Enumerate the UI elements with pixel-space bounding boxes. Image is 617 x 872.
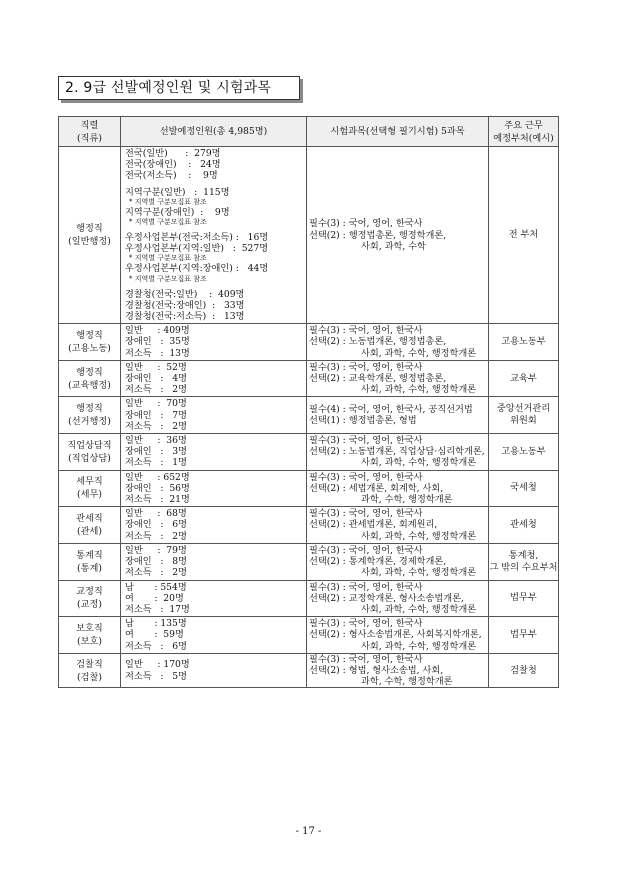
quota-line: 장애인 : 8명 <box>125 556 187 568</box>
position-subtype: (교정) <box>77 599 102 611</box>
position-cell <box>59 470 121 507</box>
position-cell <box>59 617 121 654</box>
quota-cell <box>121 653 307 688</box>
quota-cell <box>121 147 307 324</box>
subject-line: 필수(3) : 국어, 영어, 한국사 <box>309 581 423 593</box>
table-row <box>59 470 559 507</box>
quota-line: 저소득 : 2명 <box>125 567 187 579</box>
position-cell <box>59 397 121 434</box>
subject-line: 선택(2) : 행정법총론, 행정학개론, <box>309 229 447 241</box>
table-row <box>59 324 559 361</box>
quota-line: 일반 : 70명 <box>125 398 187 410</box>
quota-line: 장애인 : 3명 <box>125 446 187 458</box>
subject-line: 사회, 과학, 수학, 행정학개론 <box>361 457 477 469</box>
subjects-cell <box>307 653 489 688</box>
subject-line: 사회, 과학, 수학, 행정학개론 <box>361 384 477 396</box>
subject-line: 사회, 과학, 수학, 행정학개론 <box>361 603 477 615</box>
quota-line: 일반 : 79명 <box>125 544 187 556</box>
subject-line: 과학, 수학, 행정학개론 <box>361 494 453 506</box>
table-row <box>59 397 559 434</box>
subjects-cell <box>307 580 489 617</box>
quota-line: 저소득 : 6명 <box>125 640 187 652</box>
department-cell <box>489 147 559 324</box>
quota-line: 우정사업본부(지역:일반) : 527명 <box>125 243 269 255</box>
page-number: - 17 - <box>295 826 322 837</box>
subject-line: 선택(2) : 관세법개론, 회계원리, <box>309 519 438 531</box>
quota-line: 지역구분(일반) : 115명 <box>125 186 230 198</box>
subject-line: 선택(2) : 교정학개론, 형사소송법개론, <box>309 592 464 604</box>
subject-line: 필수(3) : 국어, 영어, 한국사 <box>309 653 423 665</box>
position-cell <box>59 653 121 688</box>
quota-cell <box>121 324 307 361</box>
table-row <box>59 543 559 580</box>
subject-line: 필수(3) : 국어, 영어, 한국사 <box>309 325 423 337</box>
quota-line: 장애인 : 35명 <box>125 336 190 348</box>
position-cell <box>59 580 121 617</box>
position-cell <box>59 507 121 544</box>
quota-cell <box>121 507 307 544</box>
position-cell <box>59 543 121 580</box>
department-cell <box>489 360 559 397</box>
table-row <box>59 434 559 471</box>
table-row <box>59 617 559 654</box>
header-department: 주요 근무 예정부처(예시) <box>489 117 559 147</box>
subject-line: 필수(3) : 국어, 영어, 한국사 <box>309 435 423 447</box>
position-name: 통계직 <box>76 549 103 561</box>
section-title: 2. 9급 선발예정인원 및 시험과목 <box>65 80 272 96</box>
subject-line: 필수(3) : 국어, 영어, 한국사 <box>309 471 423 483</box>
subject-line: 필수(3) : 국어, 영어, 한국사 <box>309 218 423 230</box>
subject-line: 사회, 과학, 수학, 행정학개론 <box>361 347 477 359</box>
header-quota: 선발예정인원(총 4,985명) <box>121 117 307 147</box>
quota-note: * 지역별 구분모집표 참조 <box>129 274 207 283</box>
quota-line: 저소득 : 5명 <box>125 670 187 682</box>
quota-line: 우정사업본부(전국:저소득) : 16명 <box>125 232 269 244</box>
position-subtype: (통계) <box>77 562 102 574</box>
header-position: 직렬 (직류) <box>59 117 121 147</box>
department-name: 통계청, <box>508 549 539 561</box>
position-name: 행정직 <box>76 330 103 342</box>
quota-line: 전국(일반) : 279명 <box>125 148 221 159</box>
quota-line: 장애인 : 6명 <box>125 519 187 531</box>
quota-line: 남 : 554명 <box>125 581 187 593</box>
department-name: 고용노동부 <box>501 445 546 457</box>
subject-line: 선택(1) : 행정법총론, 형법 <box>309 415 417 427</box>
position-subtype: (검찰) <box>77 671 102 683</box>
table-row <box>59 507 559 544</box>
department-cell <box>489 543 559 580</box>
quota-line: 저소득 : 2명 <box>125 420 187 432</box>
position-name: 검찰직 <box>76 658 103 670</box>
position-subtype: (세무) <box>77 489 102 501</box>
position-subtype: (교육행정) <box>68 379 111 391</box>
subjects-cell <box>307 324 489 361</box>
subject-line: 필수(3) : 국어, 영어, 한국사 <box>309 618 423 630</box>
subject-line: 선택(2) : 교육학개론, 행정법총론, <box>309 373 447 385</box>
department-name: 위원회 <box>510 415 537 427</box>
subject-line: 선택(2) : 통계학개론, 경제학개론, <box>309 556 447 568</box>
department-name: 전 부처 <box>508 229 539 241</box>
department-cell <box>489 397 559 434</box>
department-name: 관세청 <box>510 519 537 531</box>
quota-line: 저소득 : 17명 <box>125 603 190 615</box>
quota-cell <box>121 580 307 617</box>
position-name: 관세직 <box>76 513 103 525</box>
position-cell <box>59 324 121 361</box>
subject-line: 선택(2) : 노동법개론, 행정법총론, <box>309 336 447 348</box>
table-row <box>59 580 559 617</box>
position-name: 행정직 <box>76 223 103 235</box>
subject-line: 필수(3) : 국어, 영어, 한국사 <box>309 544 423 556</box>
quota-line: 우정사업본부(지역:장애인) : 44명 <box>125 263 269 275</box>
subject-line: 필수(3) : 국어, 영어, 한국사 <box>309 361 423 373</box>
department-name: 법무부 <box>510 592 537 604</box>
position-name: 교정직 <box>76 586 103 598</box>
subjects-cell <box>307 360 489 397</box>
quota-line: 남 : 135명 <box>125 618 187 630</box>
department-name: 법무부 <box>510 628 537 640</box>
position-subtype: (관세) <box>77 526 102 538</box>
department-cell <box>489 507 559 544</box>
department-cell <box>489 653 559 688</box>
subject-line: 사회, 과학, 수학, 행정학개론 <box>361 640 477 652</box>
position-subtype: (직업상담) <box>68 452 111 464</box>
subjects-cell <box>307 434 489 471</box>
subject-line: 선택(2) : 형법, 형사소송법, 사회, <box>309 664 444 676</box>
quota-cell <box>121 434 307 471</box>
position-name: 행정직 <box>76 403 103 415</box>
subjects-cell <box>307 543 489 580</box>
quota-cell <box>121 360 307 397</box>
subjects-cell <box>307 397 489 434</box>
quota-line: 여 : 20명 <box>125 592 184 604</box>
header-subjects: 시험과목(선택형 필기시험) 5과목 <box>307 117 489 147</box>
quota-line: 장애인 : 56명 <box>125 482 190 494</box>
section-title-box <box>58 76 300 100</box>
position-name: 보호직 <box>76 622 103 634</box>
subject-line: 과학, 수학, 행정학개론 <box>361 676 453 688</box>
position-subtype: (일반행정) <box>68 236 111 248</box>
recruitment-table <box>58 116 559 688</box>
position-subtype: (고용노동) <box>68 343 111 355</box>
position-name: 행정직 <box>76 366 103 378</box>
department-name: 고용노동부 <box>501 336 546 348</box>
position-cell <box>59 360 121 397</box>
quota-line: 일반 : 68명 <box>125 508 187 520</box>
subjects-cell <box>307 147 489 324</box>
subject-line: 필수(4) : 국어, 영어, 한국사, 공직선거법 <box>309 404 473 416</box>
position-cell <box>59 147 121 324</box>
quota-line: 전국(장애인) : 24명 <box>125 159 221 171</box>
department-cell <box>489 617 559 654</box>
quota-line: 장애인 : 4명 <box>125 373 187 385</box>
quota-note: * 지역별 구분모집표 참조 <box>129 254 207 263</box>
quota-line: 경찰청(전국:저소득) : 13명 <box>125 311 245 323</box>
quota-line: 저소득 : 2명 <box>125 384 187 396</box>
quota-cell <box>121 470 307 507</box>
department-name: 검찰청 <box>510 664 537 676</box>
quota-line: 일반 : 409명 <box>125 325 190 337</box>
subjects-cell <box>307 470 489 507</box>
subjects-cell <box>307 507 489 544</box>
table-row <box>59 653 559 688</box>
subjects-cell <box>307 617 489 654</box>
position-name: 세무직 <box>76 476 103 488</box>
department-cell <box>489 324 559 361</box>
subject-line: 선택(2) : 세법개론, 회계학, 사회, <box>309 482 444 494</box>
subject-line: 필수(3) : 국어, 영어, 한국사 <box>309 508 423 520</box>
subject-line: 선택(2) : 노동법개론, 직업상담·심리학개론, <box>309 446 485 458</box>
quota-line: 일반 : 36명 <box>125 435 187 447</box>
quota-line: 저소득 : 2명 <box>125 530 187 542</box>
position-subtype: (보호) <box>77 635 102 647</box>
quota-cell <box>121 617 307 654</box>
quota-line: 전국(저소득) : 9명 <box>125 170 218 182</box>
quota-line: 경찰청(전국:일반) : 409명 <box>125 288 245 300</box>
quota-line: 일반 : 652명 <box>125 471 190 483</box>
subject-line: 사회, 과학, 수학 <box>361 240 426 252</box>
department-cell <box>489 470 559 507</box>
quota-line: 경찰청(전국:장애인) : 33명 <box>125 299 245 311</box>
quota-line: 일반 : 52명 <box>125 361 187 373</box>
department-name: 중앙선거관리 <box>496 403 551 415</box>
position-name: 직업상담직 <box>67 439 112 451</box>
quota-line: 일반 : 170명 <box>125 659 190 671</box>
subject-line: 사회, 과학, 수학, 행정학개론 <box>361 567 477 579</box>
position-subtype: (선거행정) <box>68 416 111 428</box>
quota-note: * 지역별 구분모집표 참조 <box>129 197 207 206</box>
quota-cell <box>121 543 307 580</box>
table-header-row <box>59 117 559 147</box>
department-name: 교육부 <box>510 372 537 384</box>
subject-line: 선택(2) : 형사소송법개론, 사회복지학개론, <box>309 629 482 641</box>
department-cell <box>489 580 559 617</box>
department-name: 그 밖의 수요부처 <box>489 561 558 573</box>
quota-line: 저소득 : 1명 <box>125 457 187 469</box>
quota-line: 저소득 : 21명 <box>125 494 190 506</box>
quota-line: 지역구분(장애인) : 9명 <box>125 206 230 218</box>
quota-line: 장애인 : 7명 <box>125 409 187 421</box>
quota-cell <box>121 397 307 434</box>
table-row <box>59 147 559 324</box>
subject-line: 사회, 과학, 수학, 행정학개론 <box>361 530 477 542</box>
quota-line: 저소득 : 13명 <box>125 347 190 359</box>
department-cell <box>489 434 559 471</box>
quota-line: 여 : 59명 <box>125 629 184 641</box>
position-cell <box>59 434 121 471</box>
quota-note: * 지역별 구분모집표 참조 <box>129 218 207 227</box>
department-name: 국세청 <box>510 482 537 494</box>
table-row <box>59 360 559 397</box>
